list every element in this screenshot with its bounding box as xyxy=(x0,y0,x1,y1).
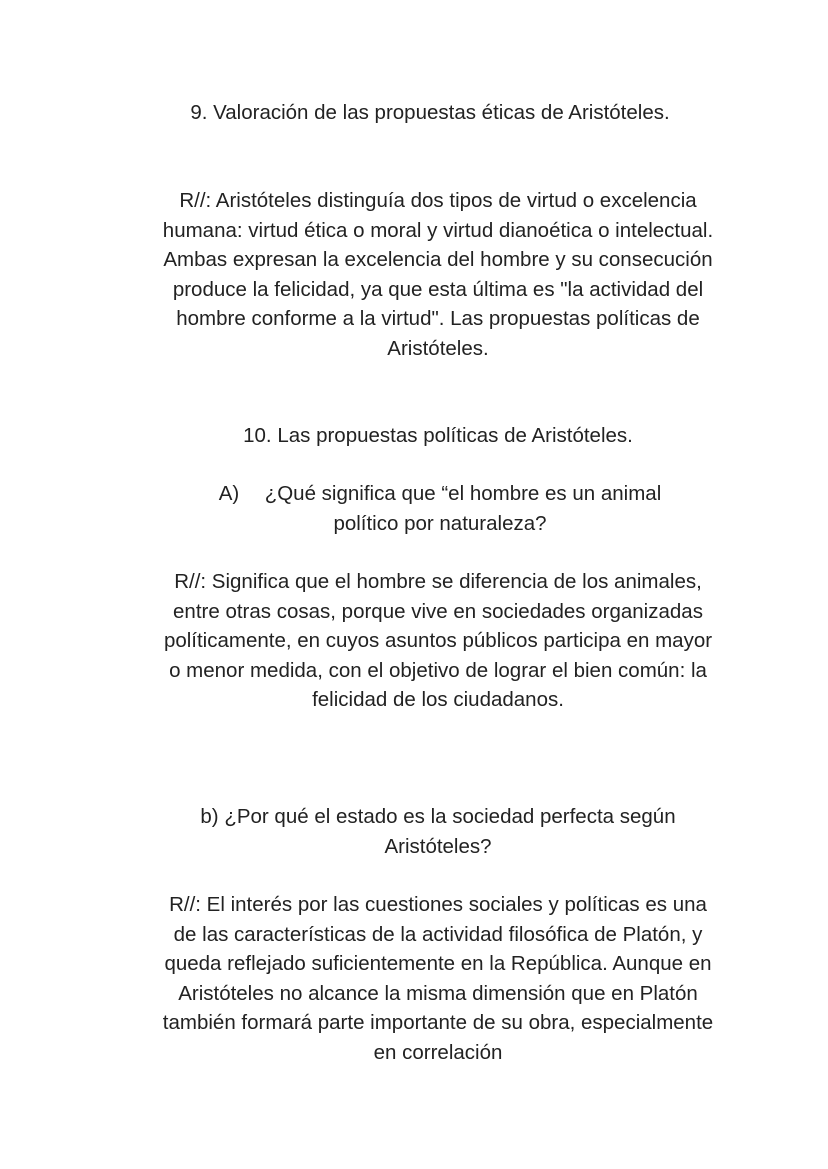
section-9-heading-text: 9. Valoración de las propuestas éticas de Aristóteles. xyxy=(190,101,670,124)
answer-b-text: R//: El interés por las cuestiones sociales y políticas es una de las características de la actividad filosófica de Platón, y queda reflejado suficientemente en la República. Aunque en Aristóteles no alcance la misma dimensión que en Platón también formará parte importante de su obra, especialmente en correlación xyxy=(162,893,714,1064)
section-10-heading-text: 10. Las propuestas políticas de Aristóteles. xyxy=(243,424,633,447)
section-10-heading xyxy=(160,421,716,451)
question-a-marker: A) xyxy=(218,482,240,505)
section-9-heading xyxy=(150,98,710,128)
answer-a xyxy=(160,567,716,715)
question-b-text: b) ¿Por qué el estado es la sociedad perfecta según Aristóteles? xyxy=(200,805,676,858)
question-a-text-block xyxy=(190,479,690,538)
answer-a-text: R//: Significa que el hombre se diferencia de los animales, entre otras cosas, porque vive en sociedades organizadas políticamente, en cuyos asuntos públicos participa en mayor o menor medida, con el objetivo de lograr el bien común: la felicidad de los ciudadanos. xyxy=(163,570,713,711)
question-b xyxy=(160,802,716,861)
section-9-answer-text: R//: Aristóteles distinguía dos tipos de virtud o excelencia humana: virtud ética o moral y virtud dianoética o intelectual. Ambas expresan la excelencia del hombre y su consecución produce la felicidad, ya que esta última es "la actividad del hombre conforme a la virtud". Las propuestas políticas de Aristóteles. xyxy=(162,189,714,360)
question-a xyxy=(190,479,690,538)
section-9-answer xyxy=(160,186,716,363)
question-a-text: ¿Qué significa que “el hombre es un animal político por naturaleza? xyxy=(264,482,662,535)
answer-b xyxy=(160,890,716,1067)
